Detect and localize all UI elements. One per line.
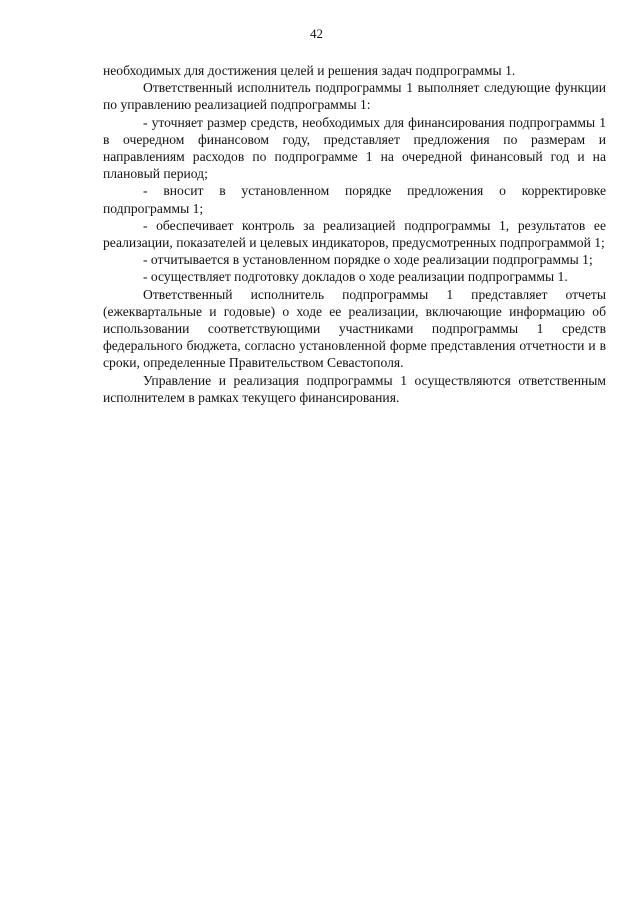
paragraph-management: Управление и реализация подпрограммы 1 осуществляются ответственным исполнителем в рамках текущего финансирования. <box>103 372 606 405</box>
paragraph-continuation: необходимых для достижения целей и решения задач подпрограммы 1. <box>103 63 516 78</box>
list-item-reporting: - отчитывается в установленном порядке о ходе реализации подпрограммы 1; <box>143 252 593 268</box>
page-number: 42 <box>310 26 323 41</box>
paragraph-executor-functions: Ответственный исполнитель подпрограммы 1 выполняет следующие функции по управлению реализацией подпрограммы 1: <box>103 80 606 113</box>
paragraph-reports: Ответственный исполнитель подпрограммы 1 представляет отчеты (ежеквартальные и годовые) о ходе ее реализации, включающие информацию об использовании соответствующими участниками подпрограммы 1 средств федерального бюджета, согласно установленной форме представления отчетности и в сроки, определенные Правительством Севастополя. <box>103 286 606 371</box>
list-item-reports-preparation: - осуществляет подготовку докладов о ходе реализации подпрограммы 1. <box>143 269 568 285</box>
list-item-control: - обеспечивает контроль за реализацией подпрограммы 1, результатов ее реализации, показателей и целевых индикаторов, предусмотренных подпрограммой 1; <box>103 217 606 251</box>
list-item-corrections: - вносит в установленном порядке предложения о корректировке подпрограммы 1; <box>103 183 606 216</box>
document-body <box>103 62 606 406</box>
list-item-funding: - уточняет размер средств, необходимых для финансирования подпрограммы 1 в очередном финансовом году, представляет предложения по размерам и направлениям расходов по подпрограмме 1 на очередной финансовый год и на плановый период; <box>103 114 606 182</box>
